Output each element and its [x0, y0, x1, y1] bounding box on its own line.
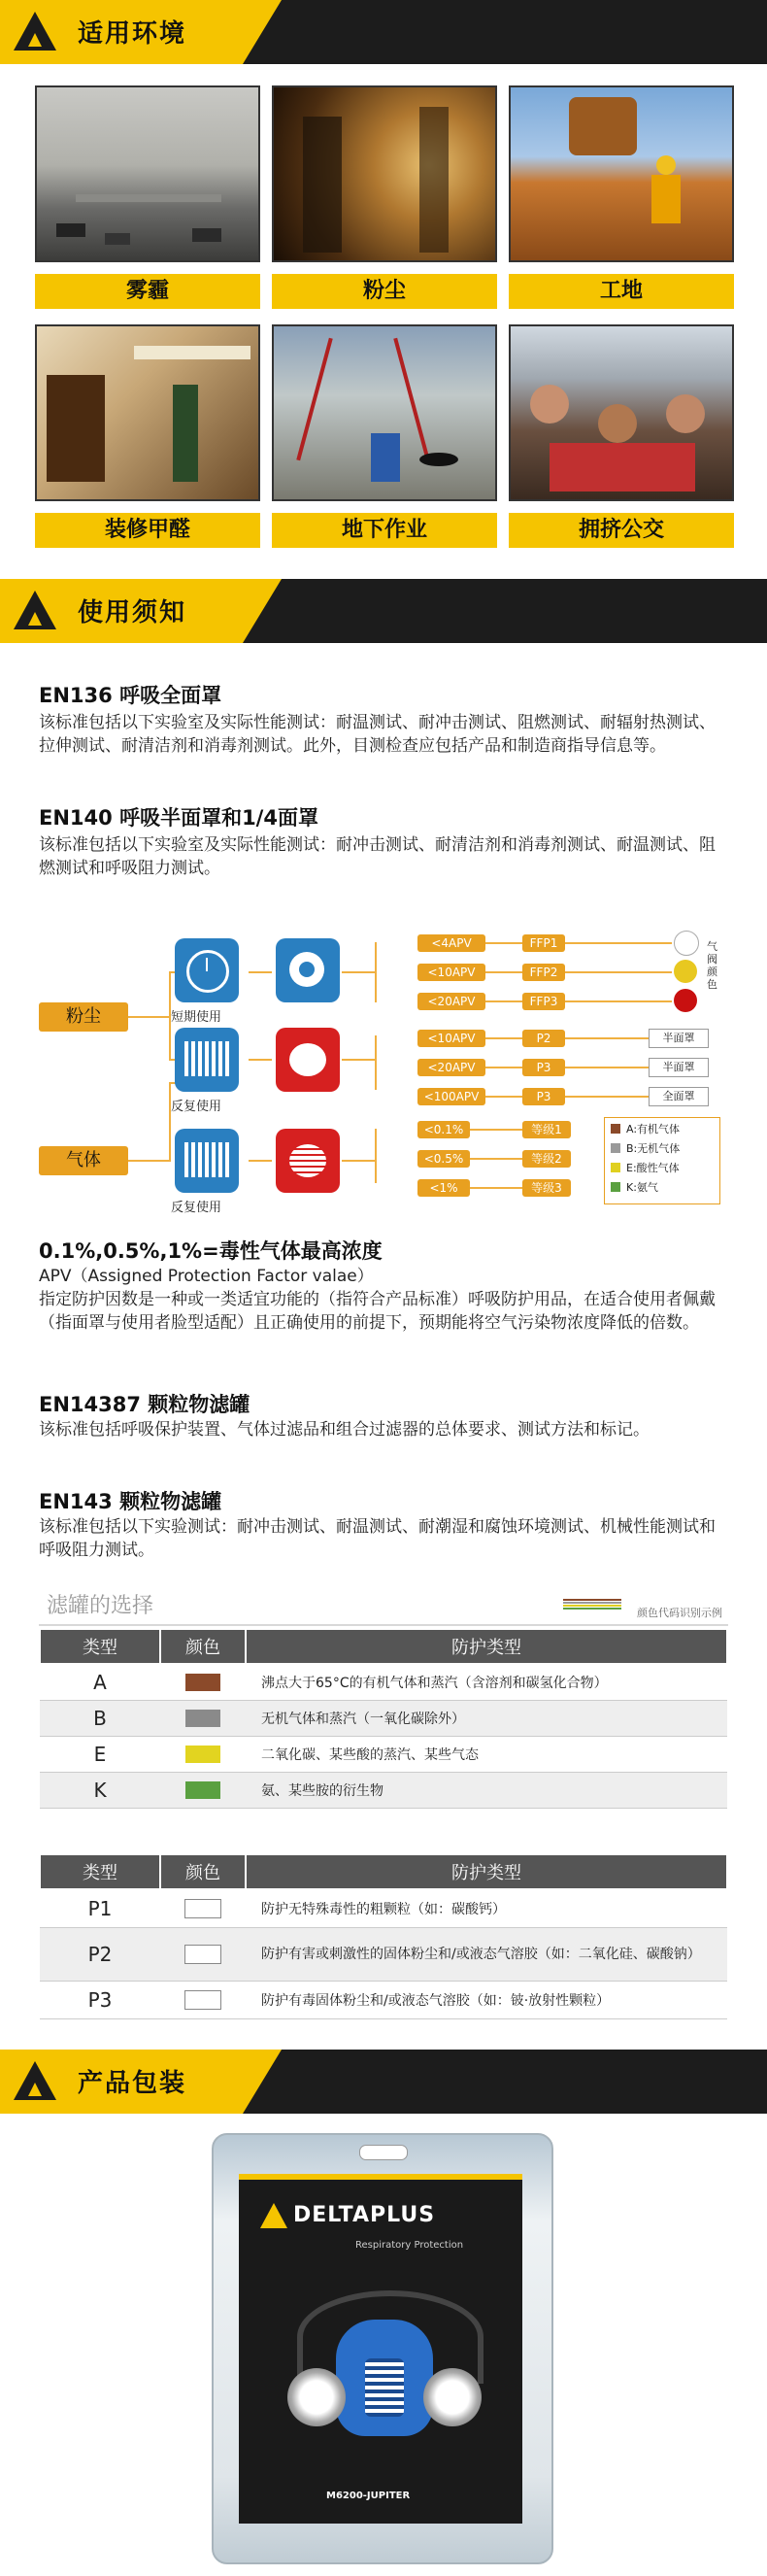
photo-label-underground: 地下作业: [272, 513, 497, 548]
color-swatch: [185, 1746, 220, 1763]
type-cell: P2: [40, 1928, 160, 1982]
reuse-label: 反复使用: [171, 1100, 222, 1114]
section-header-pack: [0, 2050, 767, 2114]
desc-cell: 防护有毒固体粉尘和/或液态气溶胶（如：铍·放射性颗粒）: [246, 1982, 727, 2019]
reusable-filter-icon: [175, 1028, 239, 1092]
class-ffp1: FFP1: [522, 934, 565, 952]
standard-text: 该标准包括呼吸保护装置、气体过滤品和组合过滤器的总体要求、测试方法和标记。: [39, 1420, 650, 1440]
type-cell: K: [40, 1773, 160, 1809]
standard-text: 该标准包括以下实验室及实际性能测试：耐冲击测试、耐清洁剂和消毒剂测试、耐温测试、阻燃测试和呼吸阻力测试。: [39, 835, 716, 878]
color-swatch: [185, 1710, 220, 1727]
photo-label-dust: 粉尘: [272, 274, 497, 309]
valve-yellow-icon: [674, 960, 697, 983]
legend-item: B:无机气体: [626, 1142, 681, 1155]
apv-p3-half: <20APV: [417, 1059, 485, 1076]
desc-cell: 沸点大于65°C的有机气体和蒸汽（含溶剂和碳氢化合物）: [246, 1664, 727, 1701]
apv-ffp2: <10APV: [417, 964, 485, 981]
disposable-mask-icon: [175, 938, 239, 1002]
filter-table: [39, 1628, 728, 1809]
dust-label: 粉尘: [39, 1002, 128, 1032]
particle-table: [39, 1853, 728, 2019]
type-cell: B: [40, 1701, 160, 1737]
mask-full: 全面罩: [649, 1087, 709, 1106]
standard-text: 该标准包括以下实验室及实际性能测试：耐温测试、耐冲击测试、阻燃测试、耐辐射热测试、拉伸测试、耐清洁剂和消毒剂测试。此外，目测检查应包括产品和制造商指导信息等。: [39, 713, 716, 756]
valve-color-label: 气阀颜色: [707, 940, 717, 991]
type-cell: E: [40, 1737, 160, 1773]
brand-logo: DELTAPLUS: [293, 2203, 436, 2227]
standard-title: EN143 颗粒物滤罐: [39, 1490, 222, 1513]
table-row: [40, 1928, 727, 1982]
desc-cell: 氨、某些胺的衍生物: [246, 1773, 727, 1809]
gas-filter-icon: [276, 1129, 340, 1193]
legend-item: E:酸性气体: [626, 1162, 680, 1174]
photo-bus: [509, 324, 734, 501]
photo-smog: [35, 85, 260, 262]
class-p3: P3: [522, 1059, 565, 1076]
deltaplus-logo-icon: [260, 2203, 287, 2228]
valve-red-icon: [674, 989, 697, 1012]
gas-level-1: 等级1: [522, 1121, 571, 1138]
table-row: [40, 1982, 727, 2019]
desc-cell: 二氧化碳、某些酸的蒸汽、某些气态: [246, 1737, 727, 1773]
desc-cell: 无机气体和蒸汽（一氧化碳除外）: [246, 1701, 727, 1737]
standard-title: EN140 呼吸半面罩和1/4面罩: [39, 806, 318, 830]
table-row: [40, 1889, 727, 1928]
legend-item: K:氨气: [626, 1181, 658, 1194]
model-label: M6200-JUPITER: [326, 2491, 411, 2501]
col-header: 防护类型: [246, 1854, 727, 1889]
legend-item: A:有机气体: [626, 1123, 681, 1135]
valve-white-icon: [674, 931, 699, 956]
gas-label: 气体: [39, 1146, 128, 1175]
photo-label-bus: 拥挤公交: [509, 513, 734, 548]
standard-title: EN136 呼吸全面罩: [39, 684, 222, 707]
photo-decoration: [35, 324, 260, 501]
section-title: 产品包装: [78, 2069, 187, 2098]
photo-underground: [272, 324, 497, 501]
apv-p2-half: <10APV: [417, 1030, 485, 1047]
class-ffp2: FFP2: [522, 964, 565, 981]
photo-label-smog: 雾霾: [35, 274, 260, 309]
particle-filter-icon: [276, 1028, 340, 1092]
color-swatch: [185, 1781, 220, 1799]
mask-half: 半面罩: [649, 1058, 709, 1077]
mask-half: 半面罩: [649, 1029, 709, 1048]
color-code-note: 颜色代码识别示例: [637, 1607, 722, 1619]
col-header: 类型: [40, 1854, 160, 1889]
half-mask-icon: [287, 2281, 482, 2446]
short-use-label: 短期使用: [171, 1010, 222, 1025]
apv-text: 指定防护因数是一种或一类适宜功能的（指符合产品标准）呼吸防护用品，在适合使用者佩戴（指面罩与使用者脸型适配）且正确使用的前提下，预期能将空气污染物浓度降低的倍数。: [39, 1290, 716, 1333]
apv-ffp3: <20APV: [417, 993, 485, 1010]
gas-level-2: 等级2: [522, 1150, 571, 1168]
product-package-image: [212, 2133, 553, 2564]
photo-construction: [509, 85, 734, 262]
color-swatch: [184, 1945, 221, 1964]
color-swatch: [184, 1899, 221, 1918]
section-header-usage: [0, 579, 767, 643]
desc-cell: 防护无特殊毒性的粗颗粒（如：碳酸钙）: [246, 1889, 727, 1928]
class-ffp3: FFP3: [522, 993, 565, 1010]
desc-cell: 防护有害或刺激性的固体粉尘和/或液态气溶胶（如：二氧化硅、碳酸钠）: [246, 1928, 727, 1982]
gas-pct-1: <0.1%: [417, 1121, 470, 1138]
color-swatch: [184, 1990, 221, 2010]
filter-section-title: 滤罐的选择: [47, 1594, 154, 1618]
col-header: 颜色: [160, 1854, 246, 1889]
apv-title: 0.1%,0.5%,1%=毒性气体最高浓度: [39, 1239, 383, 1263]
gas-pct-3: <1%: [417, 1179, 470, 1197]
photo-label-decoration: 装修甲醛: [35, 513, 260, 548]
col-header: 类型: [40, 1629, 160, 1664]
type-cell: P1: [40, 1889, 160, 1928]
class-p2: P2: [522, 1030, 565, 1047]
section-title: 使用须知: [78, 598, 187, 627]
color-swatch: [185, 1674, 220, 1691]
apv-subtitle: APV（Assigned Protection Factor valae）: [39, 1267, 374, 1286]
ffp-mask-icon: [276, 938, 340, 1002]
photo-label-construction: 工地: [509, 274, 734, 309]
apv-p3-full: <100APV: [417, 1088, 485, 1105]
table-row: [40, 1773, 727, 1809]
gas-legend: [604, 1117, 720, 1204]
gas-level-3: 等级3: [522, 1179, 571, 1197]
table-row: [40, 1737, 727, 1773]
brand-tagline: Respiratory Protection: [355, 2240, 464, 2251]
reuse-label: 反复使用: [171, 1201, 222, 1215]
package-card: [239, 2174, 522, 2524]
standard-text: 该标准包括以下实验测试：耐冲击测试、耐温测试、耐潮湿和腐蚀环境测试、机械性能测试和呼吸阻力测试。: [39, 1517, 716, 1560]
gas-pct-2: <0.5%: [417, 1150, 470, 1168]
apv-ffp1: <4APV: [417, 934, 485, 952]
table-row: [40, 1701, 727, 1737]
section-title: 适用环境: [78, 19, 187, 49]
class-p3-full: P3: [522, 1088, 565, 1105]
type-cell: A: [40, 1664, 160, 1701]
section-header-env: [0, 0, 767, 64]
type-cell: P3: [40, 1982, 160, 2019]
col-header: 颜色: [160, 1629, 246, 1664]
standard-title: EN14387 颗粒物滤罐: [39, 1393, 250, 1416]
table-row: [40, 1664, 727, 1701]
color-code-bar: [563, 1599, 621, 1609]
reusable-gas-filter-icon: [175, 1129, 239, 1193]
col-header: 防护类型: [246, 1629, 727, 1664]
photo-dust: [272, 85, 497, 262]
